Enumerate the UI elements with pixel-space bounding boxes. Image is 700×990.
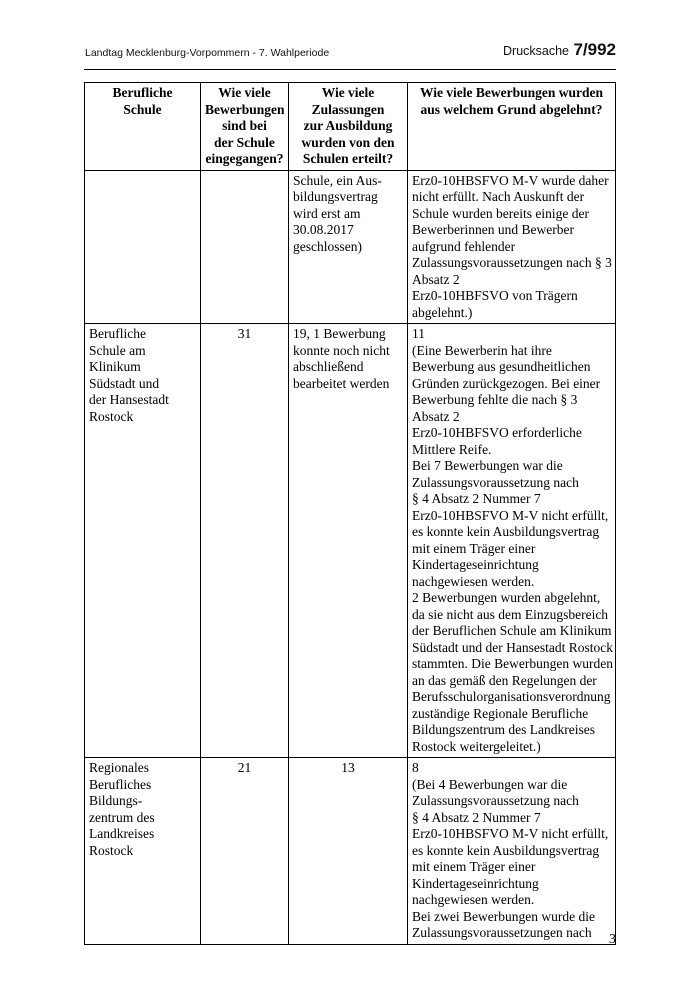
applications-table — [84, 82, 616, 945]
text-line: wurden von den — [301, 134, 395, 150]
cell-rejections — [408, 324, 616, 758]
header-parliament-title: Landtag Mecklenburg-Vorpommern - 7. Wahlperiode — [85, 47, 330, 59]
text-line: es konnte kein Ausbildungsvertrag — [412, 524, 600, 539]
text-line: wird erst am — [293, 205, 361, 221]
text-line: 19, 1 Bewerbung — [293, 326, 386, 341]
text-line: abgelehnt.) — [412, 304, 473, 320]
drucksache-number: 7/992 — [573, 40, 616, 59]
text-line: bearbeitet werden — [293, 375, 390, 391]
cell-rejections — [408, 758, 616, 945]
page-number: 3 — [609, 932, 616, 947]
text-line: Bildungszentrum des Landkreises — [412, 722, 595, 737]
text-line: konnte noch nicht — [293, 342, 390, 358]
text-line: geschlossen) — [293, 238, 362, 254]
text-line: Bewerbung aus gesundheitlichen — [412, 359, 591, 374]
text-line: Zulassungsvoraussetzungen nach — [412, 925, 592, 940]
text-line: Zulassungsvoraussetzung nach — [412, 793, 579, 808]
text-line: nachgewiesen werden. — [412, 892, 535, 907]
text-line: es konnte kein Ausbildungsvertrag — [412, 842, 600, 858]
text-line: an das gemäß den Regelungen der — [412, 672, 597, 688]
cell-school — [85, 170, 201, 324]
text-line: aufgrund fehlender — [412, 238, 516, 254]
text-line: abschließend — [293, 359, 364, 374]
text-line: Rostock weitergeleitet.) — [412, 738, 541, 754]
text-line: Erz0-10HBFSVO von Trägern — [412, 288, 578, 303]
cell-school — [85, 758, 201, 945]
col-header-school — [85, 83, 201, 171]
table-row — [85, 170, 616, 324]
text-line: Mittlere Reife. — [412, 441, 492, 457]
text-line: Bewerbung fehlte die nach § 3 — [412, 392, 578, 407]
text-line: Bewerberinnen und Bewerber — [412, 222, 574, 237]
text-line: Schule — [123, 101, 162, 117]
text-line: § 4 Absatz 2 Nummer 7 — [412, 809, 541, 825]
text-line: 30.08.2017 — [293, 222, 354, 237]
text-line: stammten. Die Bewerbungen wurden — [412, 656, 613, 671]
text-line: Wie viele — [218, 85, 271, 100]
cell-school — [85, 324, 201, 758]
col-header-admissions — [289, 83, 408, 171]
text-line: Berufliche — [112, 85, 173, 100]
text-line: Bewerbungen — [205, 101, 285, 117]
cell-applications: 21 — [201, 758, 289, 945]
text-line: Erz0-10HBSFVO M-V nicht erfüllt, — [412, 507, 609, 523]
text-line: Schulen erteilt? — [302, 151, 394, 166]
text-line: sind bei — [222, 118, 267, 133]
text-line: Rostock — [89, 408, 134, 424]
text-line: bildungsvertrag — [293, 189, 378, 204]
text-line: Wie viele — [321, 85, 375, 100]
cell-admissions — [289, 324, 408, 758]
text-line: Zulassungen — [311, 101, 385, 117]
text-line: 8 — [412, 760, 419, 775]
text-line: Erz0-10HBSFVO M-V nicht erfüllt, — [412, 826, 609, 841]
text-line: Gründen zurückgezogen. Bei einer — [412, 375, 601, 391]
text-line: Rostock — [89, 842, 134, 858]
text-line: mit einem Träger einer — [412, 859, 536, 874]
text-line: Regionales — [89, 760, 149, 775]
text-line: 11 — [412, 326, 425, 341]
text-line: mit einem Träger einer — [412, 540, 536, 556]
text-line: Berufsschulorganisationsverordnung — [412, 689, 611, 704]
cell-applications — [201, 170, 289, 324]
text-line: Zulassungsvoraussetzungen nach § 3 — [412, 255, 612, 270]
table-row — [85, 758, 616, 945]
cell-admissions — [289, 758, 408, 945]
text-line: der Schule — [214, 134, 275, 150]
text-line: Wie viele Bewerbungen wurden — [419, 85, 604, 100]
drucksache-label: Drucksache — [503, 44, 569, 58]
text-line: Südstadt und — [89, 375, 160, 391]
text-line: da sie nicht aus dem Einzugsbereich — [412, 606, 609, 622]
text-line: nachgewiesen werden. — [412, 573, 535, 589]
text-line: Berufliches — [89, 776, 152, 792]
header-drucksache — [503, 40, 616, 60]
cell-rejections — [408, 170, 616, 324]
text-line: der Beruflichen Schule am Klinikum — [412, 623, 612, 638]
text-line: Südstadt und der Hansestadt Rostock — [412, 639, 613, 655]
text-line: Kindertageseinrichtung — [412, 875, 539, 891]
text-line: aus welchem Grund abgelehnt? — [420, 101, 603, 117]
table-row — [85, 324, 616, 758]
text-line: der Hansestadt — [89, 392, 169, 407]
text-line: Absatz 2 — [412, 271, 460, 287]
text-line: 13 — [341, 760, 355, 775]
text-line: Bei 7 Bewerbungen war die — [412, 458, 563, 473]
text-line: Bei zwei Bewerbungen wurde die — [412, 908, 595, 924]
text-line: Erz0-10HBFSVO erforderliche — [412, 425, 582, 440]
table-header-row — [85, 83, 616, 171]
text-line: zuständige Regionale Berufliche — [412, 705, 589, 721]
text-line: § 4 Absatz 2 Nummer 7 — [412, 491, 541, 506]
text-line: Absatz 2 — [412, 408, 460, 424]
text-line: Klinikum — [89, 359, 141, 374]
text-line: Schule, ein Aus- — [293, 172, 382, 188]
text-line: Berufliche — [89, 326, 146, 341]
cell-applications: 31 — [201, 324, 289, 758]
text-line: Zulassungsvoraussetzung nach — [412, 474, 579, 490]
text-line: zur Ausbildung — [303, 118, 393, 133]
header-rule — [84, 69, 616, 70]
text-line: Schule wurden bereits einige der — [412, 205, 589, 221]
text-line: Kindertageseinrichtung — [412, 557, 539, 572]
text-line: nicht erfüllt. Nach Auskunft der — [412, 189, 585, 204]
col-header-rejections — [408, 83, 616, 171]
text-line: eingegangen? — [205, 151, 284, 166]
text-line: zentrum des — [89, 809, 155, 825]
cell-admissions — [289, 170, 408, 324]
col-header-applications — [201, 83, 289, 171]
text-line: 2 Bewerbungen wurden abgelehnt, — [412, 590, 601, 605]
text-line: Bildungs- — [89, 793, 143, 808]
text-line: (Eine Bewerberin hat ihre — [412, 342, 552, 358]
text-line: Schule am — [89, 342, 146, 358]
text-line: Landkreises — [89, 826, 155, 841]
text-line: Erz0-10HBSFVO M-V wurde daher — [412, 172, 609, 188]
text-line: (Bei 4 Bewerbungen war die — [412, 776, 568, 792]
